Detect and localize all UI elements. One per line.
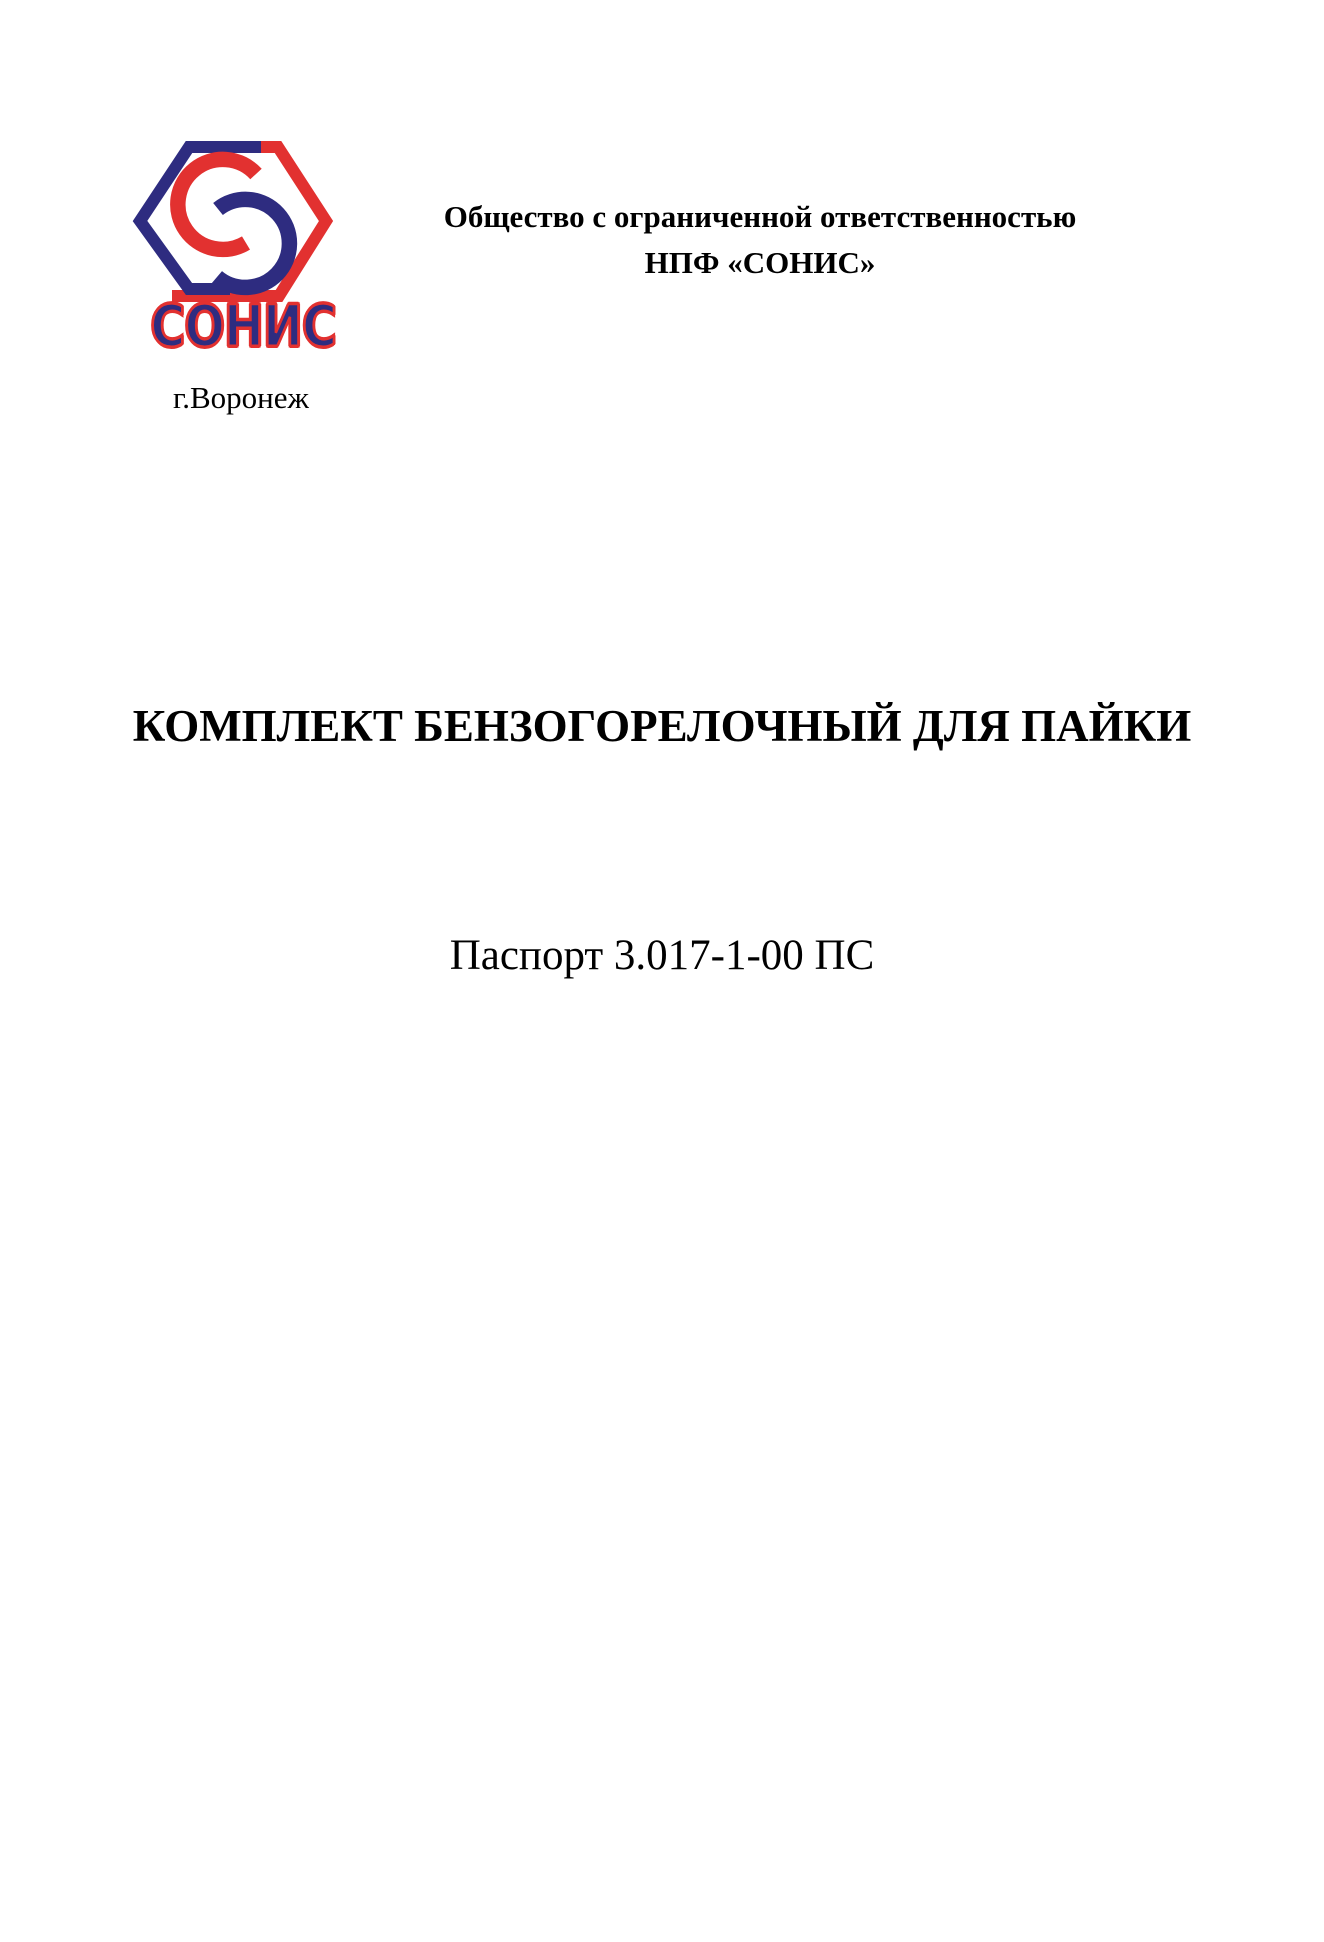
sonis-logo (132, 137, 336, 367)
logo-wordmark: СОНИС (150, 292, 337, 360)
document-title: КОМПЛЕКТ БЕНЗОГОРЕЛОЧНЫЙ ДЛЯ ПАЙКИ (132, 701, 1192, 751)
city-label: г.Воронеж (173, 380, 309, 415)
company-short-name-line: НПФ «СОНИС» (644, 245, 876, 280)
hexagon-s-icon (132, 137, 336, 307)
company-name-line: Общество с ограниченной ответственностью (443, 199, 1077, 234)
document-subtitle: Паспорт 3.017-1-00 ПС (449, 932, 875, 979)
